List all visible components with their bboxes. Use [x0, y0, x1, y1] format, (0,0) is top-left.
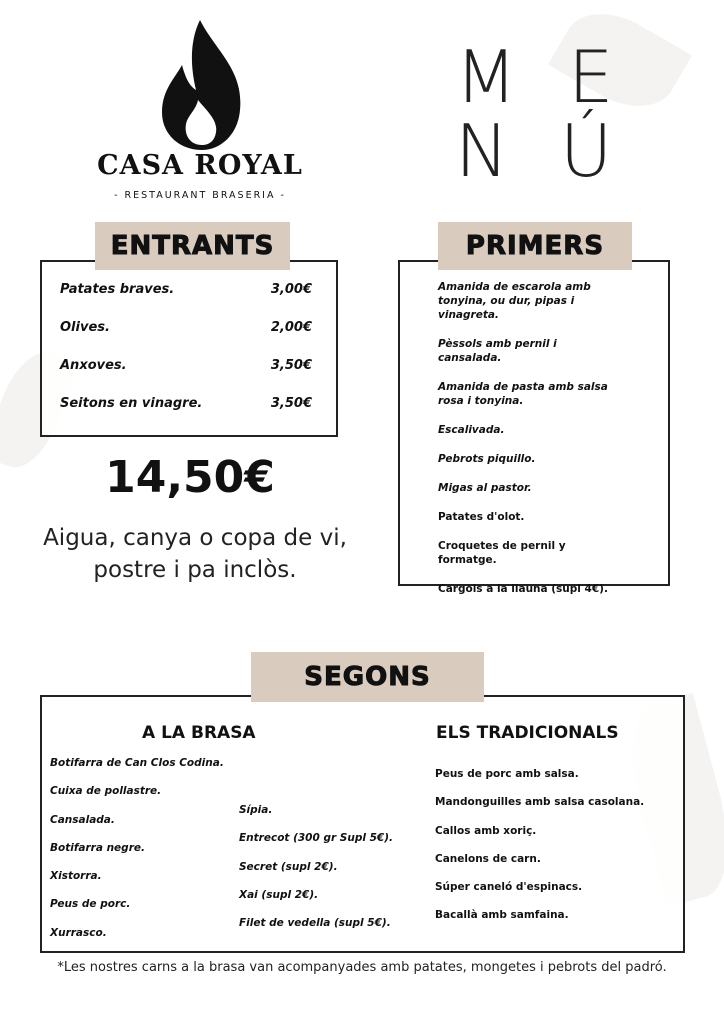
item-name: Seitons en vinagre.: [60, 396, 203, 411]
list-item: Callos amb xoriç.: [435, 824, 537, 837]
flame-logo-icon: [160, 20, 244, 150]
item-name: Olives.: [60, 320, 110, 335]
list-item: Entrecot (300 gr Supl 5€).: [239, 832, 394, 845]
list-item: [60, 358, 312, 396]
brasa-heading: A LA BRASA: [142, 723, 256, 743]
list-item: Cargols a la llauna (supl 4€).: [438, 583, 608, 595]
list-item: Súper caneló d'espinacs.: [435, 881, 583, 894]
item-price: 3,50€: [270, 396, 312, 411]
menu-title-line2: N Ú: [455, 109, 627, 193]
brand-name: CASA ROYAL: [97, 150, 303, 181]
list-item: Canelons de carn.: [435, 852, 541, 865]
list-item: Xistorra.: [50, 870, 102, 883]
list-item: Escalivada.: [438, 424, 505, 436]
menu-title-line1: M E: [455, 35, 628, 119]
list-item: Migas al pastor.: [438, 482, 532, 494]
item-price: 2,00€: [270, 320, 312, 335]
list-item: Bacallà amb samfaina.: [435, 909, 569, 922]
list-item: Mandonguilles amb salsa casolana.: [435, 796, 645, 809]
primers-box: [398, 260, 670, 595]
price-includes-line1: Aigua, canya o copa de vi,: [43, 525, 347, 551]
list-item: Pèssols amb pernil i cansalada.: [438, 338, 557, 364]
list-item: Botifarra de Can Clos Codina.: [50, 757, 224, 769]
item-name: Patates braves.: [60, 282, 175, 297]
list-item: Xurrasco.: [50, 926, 107, 939]
price-includes-line2: postre i pa inclòs.: [93, 557, 297, 583]
primers-heading: PRIMERS: [438, 222, 632, 270]
item-name: Anxoves.: [60, 358, 127, 373]
segons-heading: SEGONS: [251, 652, 484, 702]
list-item: Xai (supl 2€).: [239, 888, 319, 901]
menu-title: [455, 35, 628, 193]
list-item: Amanida de pasta amb salsa rosa i tonyina.: [438, 381, 608, 407]
list-item: Pebrots piquillo.: [438, 453, 536, 465]
list-item: [60, 282, 312, 320]
brand-subtitle: - RESTAURANT BRASERIA -: [114, 190, 286, 201]
list-item: Cuixa de pollastre.: [50, 785, 162, 798]
list-item: Filet de vedella (supl 5€).: [239, 917, 391, 930]
price-includes: [20, 522, 370, 586]
list-item: Cansalada.: [50, 813, 115, 826]
tradicionals-heading: ELS TRADICIONALS: [436, 723, 619, 743]
list-item: Botifarra negre.: [50, 841, 145, 854]
list-item: [60, 396, 312, 434]
list-item: Patates d'olot.: [438, 511, 525, 523]
list-item: Secret (supl 2€).: [239, 860, 338, 873]
footnote: *Les nostres carns a la brasa van acompanyades amb patates, mongetes i pebrots del padró.: [57, 960, 667, 975]
entrants-heading: ENTRANTS: [95, 222, 290, 270]
list-item: Sípia.: [239, 804, 273, 816]
segons-box: [40, 695, 685, 953]
item-price: 3,00€: [270, 282, 312, 297]
list-item: Amanida de escarola amb tonyina, ou dur, pipas i vinagreta.: [438, 281, 591, 321]
entrants-box: [40, 260, 338, 437]
list-item: Croquetes de pernil y formatge.: [438, 540, 566, 566]
list-item: [60, 320, 312, 358]
menu-price: 14,50€: [105, 452, 275, 503]
list-item: Peus de porc amb salsa.: [435, 768, 579, 780]
item-price: 3,50€: [270, 358, 312, 373]
list-item: Peus de porc.: [50, 898, 131, 911]
